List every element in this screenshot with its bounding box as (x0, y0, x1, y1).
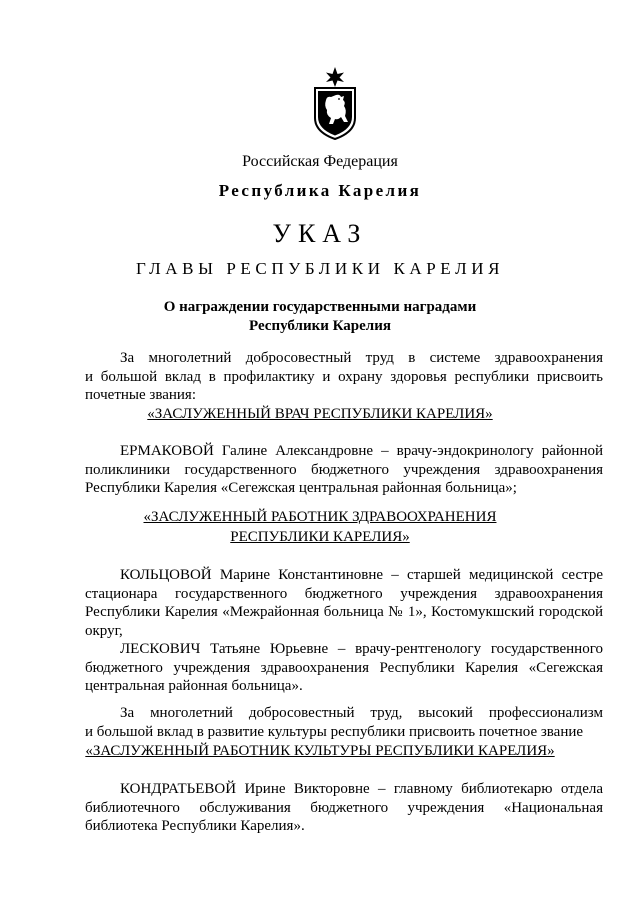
award-ermakova (85, 442, 603, 498)
decree-subject (0, 298, 640, 336)
text-line: ЕРМАКОВОЙ Галине Александровне – врачу-эндокринологу районной (120, 443, 603, 459)
text-line: и большой вклад в развитие культуры республики присвоить почетное звание (85, 723, 584, 740)
subject-line: О награждении государственными наградами (163, 299, 477, 315)
text-line: и большой вклад в профилактику и охрану здоровья республики присвоить (85, 368, 603, 385)
text-line: бюджетного учреждения здравоохранения Республики Карелия «Сегежская (85, 659, 603, 676)
text-line: библиотека Республики Карелия». (85, 818, 305, 834)
text-line: округ, (85, 622, 123, 639)
award-title-culture-worker: «ЗАСЛУЖЕННЫЙ РАБОТНИК КУЛЬТУРЫ РЕСПУБЛИКИ КАРЕЛИЯ» (85, 743, 555, 759)
republic-name: Республика Карелия (218, 181, 422, 200)
award-leskovich (85, 640, 603, 696)
text-line: КОНДРАТЬЕВОЙ Ирине Викторовне – главному библиотекарю отдела (120, 781, 603, 797)
issuer-name: ГЛАВЫ РЕСПУБЛИКИ КАРЕЛИЯ (135, 259, 505, 278)
text-line: стационара государственного бюджетного учреждения здравоохранения (85, 585, 603, 602)
text-line: библиотечного обслуживания бюджетного учреждения «Национальная (85, 799, 603, 816)
text-line: почетные звания: (85, 387, 196, 403)
text-line: центральная районная больница». (85, 678, 303, 694)
karelia-coat-of-arms-icon (311, 66, 359, 140)
text-line: ЛЕСКОВИЧ Татьяне Юрьевне – врачу-рентгенологу государственного (120, 641, 603, 657)
text-line: За многолетний добросовестный труд в системе здравоохранения (120, 350, 603, 366)
award-title-doctor: «ЗАСЛУЖЕННЫЙ ВРАЧ РЕСПУБЛИКИ КАРЕЛИЯ» (147, 406, 493, 422)
text-line: поликлиники государственного бюджетного учреждения здравоохранения (85, 461, 603, 478)
award-title-health-worker-line2: РЕСПУБЛИКИ КАРЕЛИЯ» (230, 529, 410, 545)
text-line: Республики Карелия «Сегежская центральная районная больница»; (85, 480, 517, 496)
award-koltsova (85, 566, 603, 640)
text-line: За многолетний добросовестный труд, высокий профессионализм (120, 705, 603, 721)
country-name: Российская Федерация (242, 153, 398, 170)
text-line: КОЛЬЦОВОЙ Марине Константиновне – старшей медицинской сестре (120, 567, 603, 583)
text-line: Республики Карелия «Межрайонная больница № 1», Костомукшский городской (85, 604, 603, 620)
section2-intro (85, 704, 603, 741)
subject-line: Республики Карелия (249, 318, 391, 334)
document-type: УКАЗ (272, 219, 368, 248)
award-kondratieva (85, 780, 603, 836)
section1-intro (85, 349, 603, 405)
award-title-health-worker: «ЗАСЛУЖЕННЫЙ РАБОТНИК ЗДРАВООХРАНЕНИЯ (143, 509, 497, 525)
